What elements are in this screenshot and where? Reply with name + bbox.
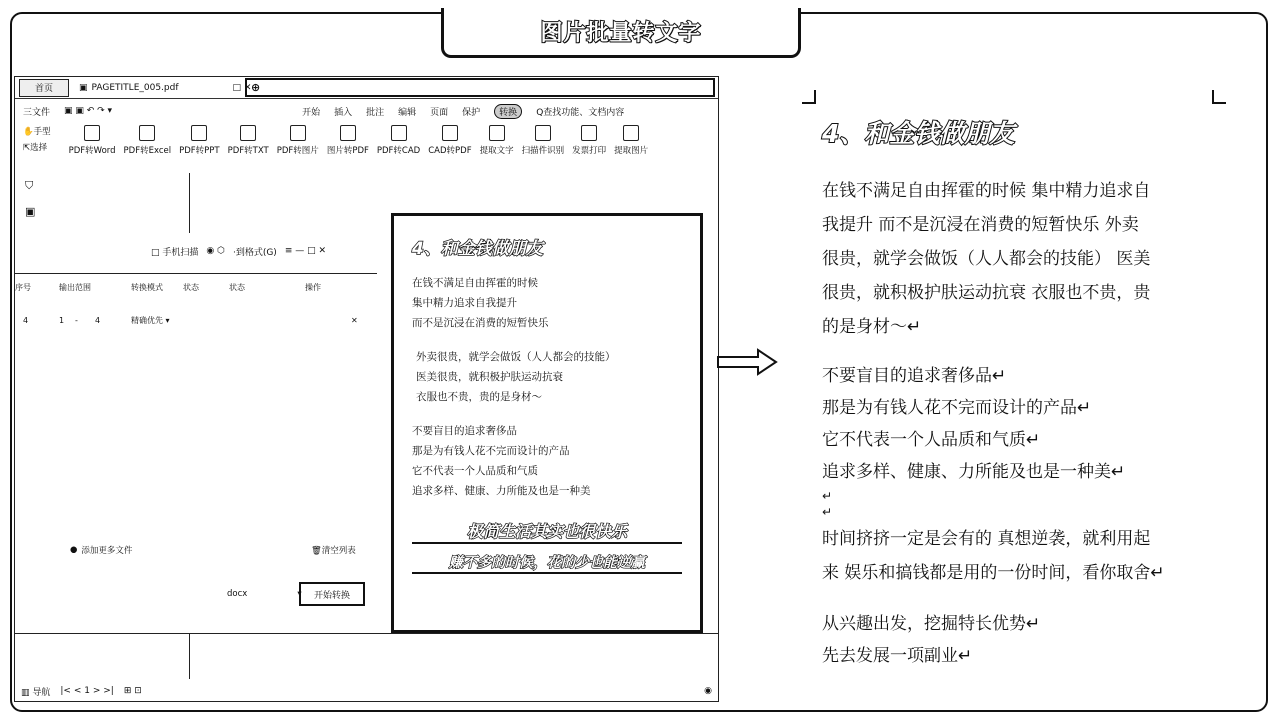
col-index: 序号 [15,283,31,292]
printer-icon [581,125,597,141]
left-sidebar [15,169,39,249]
doc-paragraph [822,522,1222,590]
scan-icon [535,125,551,141]
tool-label: PDF转图片 [276,146,319,156]
dialog-title: □ 手机扫描 [151,247,199,258]
table-row [15,313,375,327]
source-image-card [391,213,703,633]
doc-line: ↵ [822,505,833,519]
doc-line: 追求多样、健康、力所能及也是一种美↵ [822,462,1126,482]
convert-icon [84,125,100,141]
doc-paragraph [822,608,1222,672]
output-format-select[interactable] [227,589,302,599]
doc-line: 不要盲目的追求奢侈品↵ [822,366,1007,386]
search-function[interactable]: Q查找功能、文档内容 [536,107,625,118]
tool-invoice-print[interactable] [572,125,606,156]
thumbnail-icon[interactable]: ▣ [25,205,36,218]
tool-label: PDF转TXT [227,146,269,156]
add-more-label: 添加更多文件 [81,546,133,556]
corner-mark [1212,90,1226,104]
doc-paragraph [822,360,1222,520]
col-status: 状态 [183,283,199,292]
tool-extract-image[interactable] [614,125,648,156]
card-slogan: 赚不多的时候，花的少也能逆赢 [412,552,682,574]
start-convert-label: 开始转换 [313,590,350,601]
convert-toolbar [15,125,719,169]
clear-list-label: 清空列表 [321,546,356,556]
menu-item-start[interactable]: 开始 [302,107,321,118]
divider [15,633,719,634]
close-icon[interactable]: □ ✕ [232,82,252,93]
page-title: 图片批量转文字 [540,21,702,46]
tool-pdf-to-word[interactable] [69,125,116,156]
menu-bar [15,101,719,121]
tool-cad-to-pdf[interactable] [428,125,471,156]
image-icon [623,125,639,141]
doc-line: 很贵，就积极护肤运动抗衰 衣服也不贵，贵 [822,283,1151,303]
mode-select[interactable]: 精确优先 ▾ [131,315,170,325]
status-bar [15,681,719,701]
tool-pdf-to-txt[interactable] [228,125,269,156]
start-convert-button[interactable] [299,582,365,606]
doc-line: 来 娱乐和搞钱都是用的一份时间，看你取舍↵ [822,563,1165,583]
converted-document [800,90,1240,700]
trash-icon: 🗑 [311,546,322,556]
card-line: 而不是沉浸在消费的短暂快乐 [412,317,549,329]
card-title: 4、和金钱做朋友 [412,239,543,259]
doc-line: ↵ [822,489,833,503]
chevron-down-icon: ▾ [297,589,302,599]
tool-pdf-to-ppt[interactable] [179,125,220,156]
tool-label: 扫描件识别 [521,146,565,156]
col-range: 输出范围 [59,283,91,292]
tool-label: 提取图片 [614,146,649,156]
hand-tool[interactable]: ✋手型 [23,127,51,137]
text-icon [489,125,505,141]
quick-access-icons[interactable]: ▣ ▣ ↶ ↷ ▾ [64,106,113,116]
remove-row-icon[interactable]: ✕ [351,315,358,325]
page-number: 1 [84,686,90,696]
convert-icon [340,125,356,141]
card-line: 医美很贵，就积极护肤运动抗衰 [416,371,563,383]
format-value: docx [227,589,248,599]
convert-icon [191,125,207,141]
doc-paragraph [822,174,1222,344]
tool-pdf-to-cad[interactable] [377,125,420,156]
convert-icon [240,125,256,141]
select-tool[interactable]: ⇱选择 [23,143,48,153]
range-separator: - [75,315,78,325]
card-line: 集中精力追求自我提升 [412,297,517,309]
card-line: 不要盲目的追求奢侈品 [412,425,517,437]
doc-line: 那是为有钱人花不完而设计的产品↵ [822,398,1092,418]
tool-label: PDF转Word [68,146,116,156]
nav-label: 导航 [32,687,51,698]
settings-icon[interactable]: ◉ ⬡ [206,246,225,256]
doc-line: 时间挤挤一定是会有的 真想逆袭，就利用起 [822,529,1151,549]
clear-list-button[interactable] [311,544,356,556]
tool-label: PDF转CAD [376,146,421,156]
tool-image-to-pdf[interactable] [327,125,369,156]
menu-item-edit[interactable]: 编辑 [398,107,417,118]
arrow-right-icon [716,348,780,376]
tool-label: PDF转Excel [123,146,172,156]
card-line: 在钱不满足自由挥霍的时候 [412,277,538,289]
convert-icon [139,125,155,141]
doc-line: 从兴趣出发，挖掘特长优势↵ [822,614,1041,634]
table-header [15,282,375,296]
menu-item-convert[interactable]: 转换 [494,104,522,119]
dialog-format: ·到格式(G) [232,247,277,258]
tool-label: 提取文字 [479,146,514,156]
add-icon: ● [70,545,78,555]
menu-item-page[interactable]: 页面 [430,107,449,118]
tool-label: 发票打印 [572,146,607,156]
page-nav[interactable]: |< < 1 > >| [60,686,114,696]
doc-line: 很贵，就学会做饭（人人都会的技能） 医美 [822,249,1151,269]
doc-line: 先去发展一项副业↵ [822,646,973,666]
card-line: 外卖很贵，就学会做饭（人人都会的技能） [416,351,616,363]
range-start[interactable]: 1 [59,315,65,325]
range-end[interactable]: 4 [95,315,101,325]
card-line: 追求多样、健康、力所能及也是一种美 [412,485,591,497]
eye-icon[interactable]: ◉ [704,686,712,696]
nav-button[interactable]: ▥ 导航 [21,687,51,698]
menu-file[interactable]: 三文件 [23,107,51,118]
convert-dialog-header [151,242,381,260]
convert-icon [442,125,458,141]
tool-pdf-to-image[interactable] [277,125,319,156]
card-line: 它不代表一个人品质和气质 [412,465,538,477]
tab-bar [15,77,719,99]
col-mode: 转换模式 [131,283,163,292]
bookmark-icon[interactable]: ⛉ [25,179,34,192]
card-slogan: 极简生活其实也很快乐 [412,519,682,544]
doc-line: 它不代表一个人品质和气质↵ [822,430,1041,450]
convert-icon [290,125,306,141]
tool-label: 图片转PDF [326,146,369,156]
tool-pdf-to-excel[interactable] [124,125,172,156]
card-line: 衣服也不贵，贵的是身材～ [416,391,542,403]
card-line: 那是为有钱人花不完而设计的产品 [412,445,570,457]
col-status-2: 状态 [229,283,245,292]
tab-home[interactable] [19,79,69,97]
tool-scan-ocr[interactable] [522,125,565,156]
corner-mark [802,90,816,104]
doc-line: 在钱不满足自由挥霍的时候 集中精力追求自 [822,181,1151,201]
window-controls[interactable]: ≡ — □ ✕ [284,246,326,256]
divider [189,633,190,679]
add-more-files-button[interactable] [70,544,132,556]
new-tab-area[interactable] [245,78,715,97]
tool-label: CAD转PDF [428,146,472,156]
tab-document-label: PAGETITLE_005.pdf [91,82,179,93]
col-action: 操作 [305,283,321,292]
menu-item-insert[interactable]: 插入 [334,107,353,118]
menu-item-annotate[interactable]: 批注 [366,107,385,118]
menu-item-protect[interactable]: 保护 [462,107,481,118]
tab-document[interactable] [79,83,251,93]
header-title-tab [441,8,801,58]
plus-icon[interactable]: ⊕ [251,81,261,94]
doc-line: 的是身材～↵ [822,317,922,337]
doc-title: 4、和金钱做朋友 [822,119,1015,148]
pdf-app-screenshot [14,76,719,702]
doc-line: 我提升 而不是沉浸在消费的短暂快乐 外卖 [822,215,1139,235]
zoom-icons[interactable]: ⊞ ⊡ [123,686,142,696]
divider [15,273,377,274]
tab-home-label: 首页 [34,84,53,94]
row-index: 4 [23,315,29,325]
pdf-file-icon: ▣ [79,82,88,93]
tool-extract-text[interactable] [480,125,514,156]
convert-icon [391,125,407,141]
divider [189,173,190,233]
select-tool-label: 选择 [30,143,48,153]
tool-label: PDF转PPT [179,146,220,156]
hand-tool-label: 手型 [33,127,51,137]
